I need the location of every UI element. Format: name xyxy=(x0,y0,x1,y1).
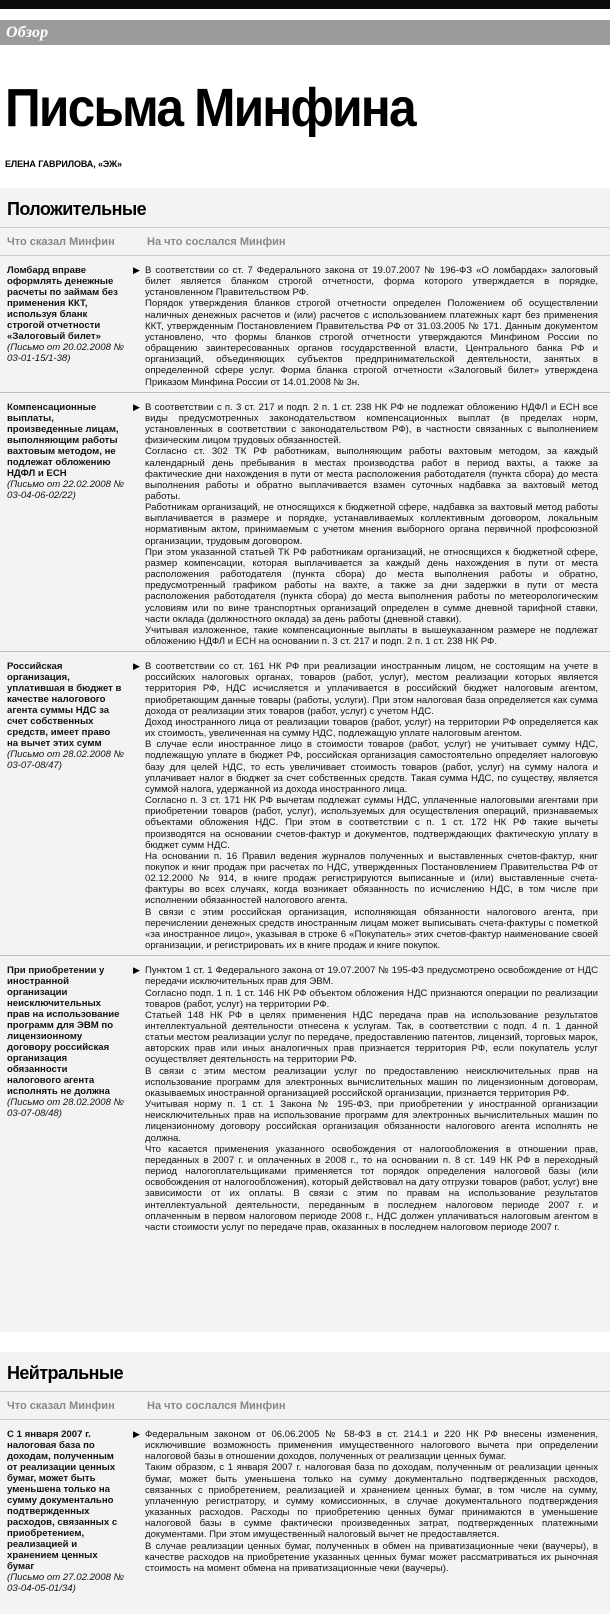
basis-paragraph: В случае реализации ценных бумаг, полученных в обмен на приватизационные чеки (ваучеры), в качестве расходов на приобретение указанных ценных бумаг может рассматриваться их рыночная стоимость на момент обмена на приватизационные чеки (ваучеры). xyxy=(145,1540,598,1574)
basis-paragraph: Учитывая изложенное, такие компенсационные выплаты в вышеуказанном размере не подлежат обложению НДФЛ и ЕСН на основании п. 3 ст. 217 и подп. 2 п. 1 ст. 238 НК РФ. xyxy=(145,624,598,647)
column-header-right: На что сослался Минфин xyxy=(147,1399,286,1412)
triangle-bullet-icon: ▶ xyxy=(133,661,140,672)
basis-paragraph: Согласно ст. 302 ТК РФ работникам, выполняющим работы вахтовым методом, за каждый календарный день пребывания в местах производства работ в период вахты, а также за фактические дни нахождения в пути от места расположения работодателя (пункта сбора) до места выполнения работы и обратно выплачивается взамен суточных надбавка за вахтовый метод работы. xyxy=(145,446,598,502)
basis-paragraph: Работникам организаций, не относящихся к бюджетной сфере, надбавка за вахтовый метод работы выплачивается в размере и порядке, устанавливаемых коллективным договором, локальным нормативным актом, принимаемым с учетом мнения выборного органа первичной профсоюзной организации, трудовым договором. xyxy=(145,502,598,547)
rubric-label: Обзор xyxy=(6,23,49,41)
section-neutral xyxy=(0,1352,610,1614)
entry-basis xyxy=(145,661,610,951)
basis-paragraph: На основании п. 16 Правил ведения журналов полученных и выставленных счетов-фактур, книг покупок и книг продаж при расчетах по НДС, утвержденных Постановлением Правительства РФ от 02.12.2000 № 914, в книге продаж регистрируются выписанные и (или) выставленные счета-фактуры во всех случаях, когда возникает обязанность по исчислению НДС, в том числе при исполнении обязанностей налогового агента. xyxy=(145,850,598,907)
entry-basis xyxy=(145,965,610,1233)
entry-basis xyxy=(145,402,610,647)
section-heading: Положительные xyxy=(7,199,147,219)
section-positive xyxy=(0,188,610,1332)
section-heading: Нейтральные xyxy=(7,1363,124,1383)
entry-claim xyxy=(0,661,132,951)
entry-claim xyxy=(0,1429,132,1594)
basis-paragraph: Согласно п. 3 ст. 171 НК РФ вычетам подлежат суммы НДС, уплаченные налоговыми агентами при приобретении товаров (работ, услуг), используемых для осуществления операций, признаваемых объектами обложения НДС. При этом в соответствии с п. 1 ст. 172 НК РФ такие вычеты производятся на основании счетов-фактур и документов, подтверждающих фактическую уплату в бюджет сумм НДС. xyxy=(145,795,598,851)
triangle-bullet-icon: ▶ xyxy=(133,965,140,976)
claim-text: Ломбард вправе оформлять денежные расчеты по займам без применения ККТ, используя бланк строгой отчетности «Залоговый билет» xyxy=(7,265,118,342)
entry-basis xyxy=(145,265,610,388)
basis-paragraph: В соответствии с п. 3 ст. 217 и подп. 2 п. 1 ст. 238 НК РФ не подлежат обложению НДФЛ и ЕСН все виды предусмотренных законодательством компенсационных выплат (в пределах норм, установленных в соответствии с законодательством РФ), в частности связанных с выполнением физическим лицом трудовых обязанностей. xyxy=(145,401,598,447)
author-byline: ЕЛЕНА ГАВРИЛОВА, «ЭЖ» xyxy=(5,159,122,169)
triangle-bullet-icon: ▶ xyxy=(133,265,140,275)
basis-paragraph: В связи с этим местом реализации услуг по предоставлению неисключительных прав на использование программ для электронных вычислительных машин по лицензионным договорам, оказываемых иностранной организацией российской организации, признается территория РФ. xyxy=(145,1065,598,1099)
basis-paragraph: Федеральным законом от 06.06.2005 № 58-ФЗ в ст. 214.1 и 220 НК РФ внесены изменения, исключившие возможность применения имущественного налогового вычета при определении налоговой базы в отношении доходов, полученных от реализации ценных бумаг. xyxy=(145,1429,598,1463)
rubric-bar xyxy=(0,20,610,45)
letter-entry xyxy=(0,651,610,955)
claim-text: При приобретении у иностранной организации неисключительных прав на использование программ для ЭВМ по лицензионному договору российская организация обязанности налогового агента исполнять не должна xyxy=(7,965,120,1098)
basis-paragraph: В случае если иностранное лицо в стоимости товаров (работ, услуг) не учитывает сумму НДС, подлежащую уплате в бюджет РФ, российская организация самостоятельно определяет налоговую базу для целей НДС, то есть увеличивает стоимость товаров (работ, услуг) на сумму налога и уплачивает налог в бюджет за счет собственных средств. Такая сумма НДС, по существу, является суммой налога, удержанной из дохода иностранного лица. xyxy=(145,739,598,795)
triangle-bullet-icon: ▶ xyxy=(133,401,140,412)
basis-paragraph: В соответствии со ст. 161 НК РФ при реализации иностранным лицом, не состоящим на учете в российских налоговых органах, товаров (работ, услуг), местом реализации которых является территория РФ, НДС исчисляется и уплачивается в российский бюджет налоговым агентом, приобретающим данные товары (работы, услуги). При этом налоговая база определяется как сумма дохода от реализации этих товаров (работ, услуг) с учетом НДС. xyxy=(145,661,598,717)
column-headers xyxy=(0,227,610,255)
letter-entry xyxy=(0,955,610,1237)
entry-claim xyxy=(0,965,132,1233)
letter-ref: (Письмо от 22.02.2008 № 03-04-06-02/22) xyxy=(7,478,124,501)
basis-paragraph: В связи с этим российская организация, исполняющая обязанности налогового агента, при перечислении денежных средств иностранным лицам может выписывать счета-фактуры с пометкой «за иностранное лицо», указывая в строке 6 «Покупатель» этих счетов-фактур наименование своей организации, и регистрировать их в книге продаж и книге покупок. xyxy=(145,906,598,952)
basis-paragraph: Что касается применения указанного освобождения от налогообложения в отношении прав, переданных в 2007 г. и оплаченных в 2008 г., то на основании п. 8 ст. 149 НК РФ в переходный период налогоплательщиками применяется тот порядок определения налоговой базы (или освобождения от налогообложения), который действовал на дату отгрузки товаров (работ, услуг) вне зависимости от их оплаты. В связи с этим по правам на использование результатов интеллектуальной деятельности, переданным в последнем налоговом периоде 2007 г. и оплаченным в первом налоговом периоде 2008 г., НДС должен уплачиваться налоговым агентом в части стоимости услуг по передаче прав, оказанных в последнем налоговом периоде 2007 г. xyxy=(145,1143,598,1233)
letter-ref: (Письмо от 20.02.2008 № 03-01-15/1-38) xyxy=(7,342,124,364)
page-title: Письма Минфина xyxy=(5,78,415,138)
basis-paragraph: Учитывая норму п. 1 ст. 1 Закона № 195-ФЗ, при приобретении у иностранной организации неисключительных прав на использование программ для электронных вычислительных машин по лицензионному договору российская организация обязанности налогового агента исполнять не должна. xyxy=(145,1099,598,1144)
basis-paragraph: Доход иностранного лица от реализации товаров (работ, услуг) на территории РФ определяется как их стоимость, увеличенная на сумму НДС, подлежащую уплате налоговым агентом. xyxy=(145,716,598,740)
claim-text: Российская организация, уплатившая в бюджет в качестве налогового агента суммы НДС за счет собственных средств, имеет право на вычет этих сумм xyxy=(7,661,122,750)
entry-basis xyxy=(145,1429,610,1594)
column-header-left: Что сказал Минфин xyxy=(7,235,115,248)
entry-claim xyxy=(0,402,132,647)
letter-entry xyxy=(0,1419,610,1598)
top-rule xyxy=(0,0,610,9)
basis-paragraph: Порядок утверждения бланков строгой отчетности определен Положением об осуществлении наличных денежных расчетов и (или) расчетов с использованием платежных карт без применения ККТ, утвержденным Постановлением Правительства РФ от 31.03.2005 № 171. Данным документом установлено, что формы бланков строгой отчетности утверждаются Минфином России по обращению заинтересованных органов государственной власти, Центрального банка РФ и организаций, объединяющих субъектов предпринимательской деятельности, занятых в определенной сфере услуг. Форма бланка строгой отчетности «Залоговый билет» утверждена Приказом Минфина России от 14.01.2008 № 3н. xyxy=(145,298,598,388)
column-header-left: Что сказал Минфин xyxy=(7,1399,115,1412)
column-header-right: На что сослался Минфин xyxy=(147,235,286,248)
basis-paragraph: Таким образом, с 1 января 2007 г. налоговая база по доходам, полученным от реализации ценных бумаг, может быть уменьшена только на сумму документально подтвержденных расходов, связанных с приобретением, реализацией и хранением ценных бумаг, в том числе на сумму, уплаченную регистратору, и сумму комиссионных, в случае документального подтверждения указанных расходов. Расходы по приобретению ценных бумаг принимаются в уменьшение налоговой базы в сумме фактически произведенных затрат, подтвержденных платежными документами. При этом имущественный налоговый вычет не предоставляется. xyxy=(145,1462,598,1541)
basis-paragraph: Согласно подп. 1 п. 1 ст. 146 НК РФ объектом обложения НДС признаются операции по реализации товаров (работ, услуг) на территории РФ. xyxy=(145,987,598,1010)
basis-paragraph: В соответствии со ст. 7 Федерального закона от 19.07.2007 № 196-ФЗ «О ломбардах» залоговый билет является бланком строгой отчетности, форма которого утверждается в порядке, установленном Правительством РФ. xyxy=(145,265,598,299)
basis-paragraph: Пунктом 1 ст. 1 Федерального закона от 19.07.2007 № 195-ФЗ предусмотрено освобождение от НДС передачи исключительных прав для ЭВМ. xyxy=(145,965,598,988)
letter-ref: (Письмо от 27.02.2008 № 03-04-05-01/34) xyxy=(7,1572,124,1594)
basis-paragraph: При этом указанной статьей ТК РФ работникам организаций, не относящихся к бюджетной сфере, размер компенсации, которая выплачивается за каждый день нахождения в пути от места расположения работодателя (пункта сбора) до места выполнения работы и обратно, предусмотренный графиком работы на вахте, а также за дни задержки в пути от места расположения работодателя (пункта сбора) до места выполнения работы по метеорологическим условиям или по вине транспортных организаций определен в сумме дневной тарифной ставки, части оклада (должностного оклада) за день работы (дневной ставки). xyxy=(145,546,598,625)
letter-entry xyxy=(0,392,610,651)
letter-ref: (Письмо от 28.02.2008 № 03-07-08/47) xyxy=(7,749,124,772)
basis-paragraph: Статьей 148 НК РФ в целях применения НДС передача прав на использование результатов интеллектуальной деятельности отнесена к услугам. Так, в соответствии с подп. 4 п. 1 данной статьи местом реализации услуг по передаче, предоставлению патентов, лицензий, торговых марок, авторских прав или иных аналогичных прав признается территория РФ, если покупатель услуг осуществляет деятельность на территории РФ. xyxy=(145,1009,598,1066)
claim-text: Компенсационные выплаты, произведенные лицам, выполняющим работы вахтовым методом, не подлежат обложению НДФЛ и ЕСН xyxy=(7,401,119,479)
letter-ref: (Письмо от 28.02.2008 № 03-07-08/48) xyxy=(7,1097,124,1120)
claim-text: С 1 января 2007 г. налоговая база по доходам, полученным от реализации ценных бумаг, может быть уменьшена только на сумму документально подтвержденных расходов, связанных с приобретением, реализацией и хранением ценных бумаг xyxy=(7,1429,118,1572)
letter-entry xyxy=(0,255,610,392)
triangle-bullet-icon: ▶ xyxy=(133,1429,140,1439)
column-headers xyxy=(0,1391,610,1419)
entry-claim xyxy=(0,265,132,388)
